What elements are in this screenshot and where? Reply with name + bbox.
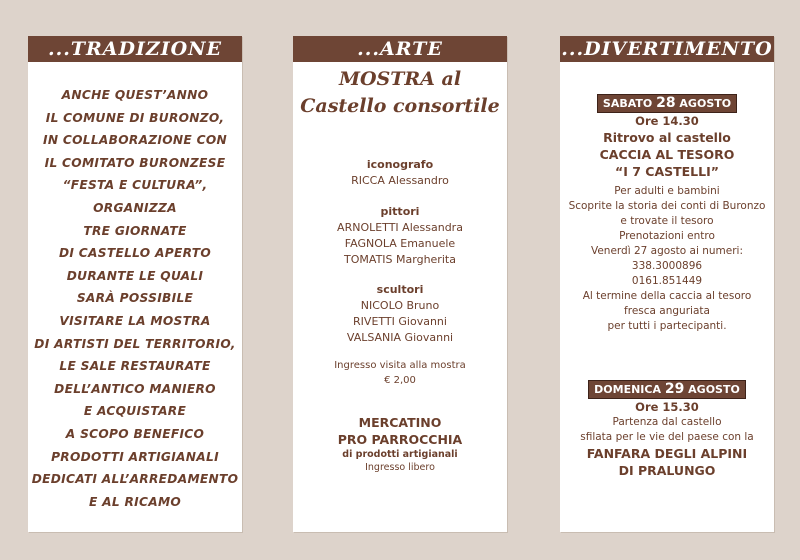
artist-name: FAGNOLA Emanuele [344, 237, 456, 250]
section-iconografo [293, 157, 507, 189]
date-day: DOMENICA [594, 383, 661, 396]
artist-name: NICOLO Bruno [360, 299, 440, 312]
event-detail: Al termine della caccia al tesoro [582, 290, 752, 302]
tradizione-line: DELL’ANTICO MANIERO [54, 381, 216, 396]
event-title: FANFARA DEGLI ALPINI [586, 446, 748, 461]
date-daynum: 29 [664, 381, 685, 397]
tradizione-line: VISITARE LA MOSTRA [59, 313, 211, 328]
tradizione-line: IL COMITATO BURONZESE [44, 155, 226, 170]
event-title: “I 7 CASTELLI” [615, 164, 719, 179]
tradizione-line: DEDICATI ALL’ARREDAMENTO [31, 472, 239, 487]
panel-tradizione [28, 36, 242, 532]
mostra-title-line1: MOSTRA al [338, 68, 462, 90]
section-scultori [293, 282, 507, 346]
event-detail: Prenotazioni entro [619, 230, 715, 242]
event-detail: 338.3000896 [631, 260, 703, 272]
event-detail: sfilata per le vie del paese con la [580, 431, 754, 443]
ingresso-price: € 2,00 [384, 375, 416, 386]
tradizione-line: IN COLLABORAZIONE CON [42, 133, 228, 148]
date-month: AGOSTO [679, 97, 732, 110]
event-detail: per tutti i partecipanti. [607, 320, 727, 332]
tradizione-line: DURANTE LE QUALI [66, 268, 204, 283]
tradizione-line: DI CASTELLO APERTO [59, 246, 211, 261]
event-place: Ritrovo al castello [603, 130, 731, 145]
tradizione-line: PRODOTTI ARTIGIANALI [51, 449, 219, 464]
mostra-title [293, 66, 507, 120]
tradizione-line: E AL RICAMO [88, 494, 182, 509]
banner-arte: ...ARTE [293, 36, 507, 62]
date-day: SABATO [602, 97, 653, 110]
ingresso-label: Ingresso visita alla mostra [334, 360, 466, 371]
tradizione-line: A SCOPO BENEFICO [65, 426, 205, 441]
event-detail: Per adulti e bambini [614, 185, 720, 197]
event-title: DI PRALUNGO [618, 463, 716, 478]
event-detail: 0161.851449 [631, 275, 703, 287]
mercatino-title: PRO PARROCCHIA [337, 432, 463, 447]
panel-divertimento [560, 36, 774, 532]
tradizione-line: TRE GIORNATE [83, 223, 187, 238]
event-sabato [560, 92, 774, 334]
mostra-title-line2: Castello consortile [300, 95, 500, 117]
event-domenica [560, 378, 774, 479]
tradizione-line: ANCHE QUEST’ANNO [61, 88, 209, 102]
event-detail: e trovate il tesoro [620, 215, 714, 227]
artist-name: RICCA Alessandro [351, 174, 449, 187]
event-detail: Venerdì 27 agosto ai numeri: [590, 245, 744, 257]
tradizione-line: LE SALE RESTAURATE [59, 359, 211, 374]
section-mercatino [293, 414, 507, 474]
tradizione-line: DI ARTISTI DEL TERRITORIO, [34, 336, 236, 351]
section-ingresso [293, 358, 507, 388]
tradizione-line: ORGANIZZA [93, 200, 177, 215]
artist-name: ARNOLETTI Alessandra [337, 221, 463, 234]
date-month: AGOSTO [688, 383, 740, 396]
artist-name: TOMATIS Margherita [344, 253, 456, 266]
event-title: CACCIA AL TESORO [599, 147, 735, 162]
event-detail: fresca anguriata [624, 305, 710, 317]
event-time: Ore 15.30 [635, 400, 699, 414]
event-detail: Scoprite la storia dei conti di Buronzo [568, 200, 766, 212]
section-pittori [293, 204, 507, 268]
section-heading: iconografo [366, 158, 434, 171]
tradizione-line: “FESTA E CULTURA”, [62, 178, 208, 193]
tradizione-line: E ACQUISTARE [83, 404, 187, 419]
mercatino-subtitle: di prodotti artigianali [342, 449, 458, 460]
section-heading: scultori [376, 283, 424, 296]
date-daynum: 28 [656, 95, 676, 111]
banner-divertimento: ...DIVERTIMENTO [561, 38, 773, 60]
banner-tradizione: ...TRADIZIONE [28, 36, 242, 62]
mercatino-title: MERCATINO [358, 415, 442, 430]
tradizione-line: SARÀ POSSIBILE [76, 291, 194, 306]
panel-arte [293, 36, 507, 532]
tradizione-text [28, 84, 242, 513]
artist-name: RIVETTI Giovanni [353, 315, 447, 328]
artist-name: VALSANIA Giovanni [346, 331, 454, 344]
mercatino-note: Ingresso libero [365, 462, 435, 473]
section-heading: pittori [380, 205, 420, 218]
event-time: Ore 14.30 [635, 114, 699, 128]
date-badge [588, 380, 746, 399]
event-detail: Partenza dal castello [612, 416, 722, 428]
date-badge [597, 94, 737, 113]
tradizione-line: IL COMUNE DI BURONZO, [45, 110, 225, 125]
